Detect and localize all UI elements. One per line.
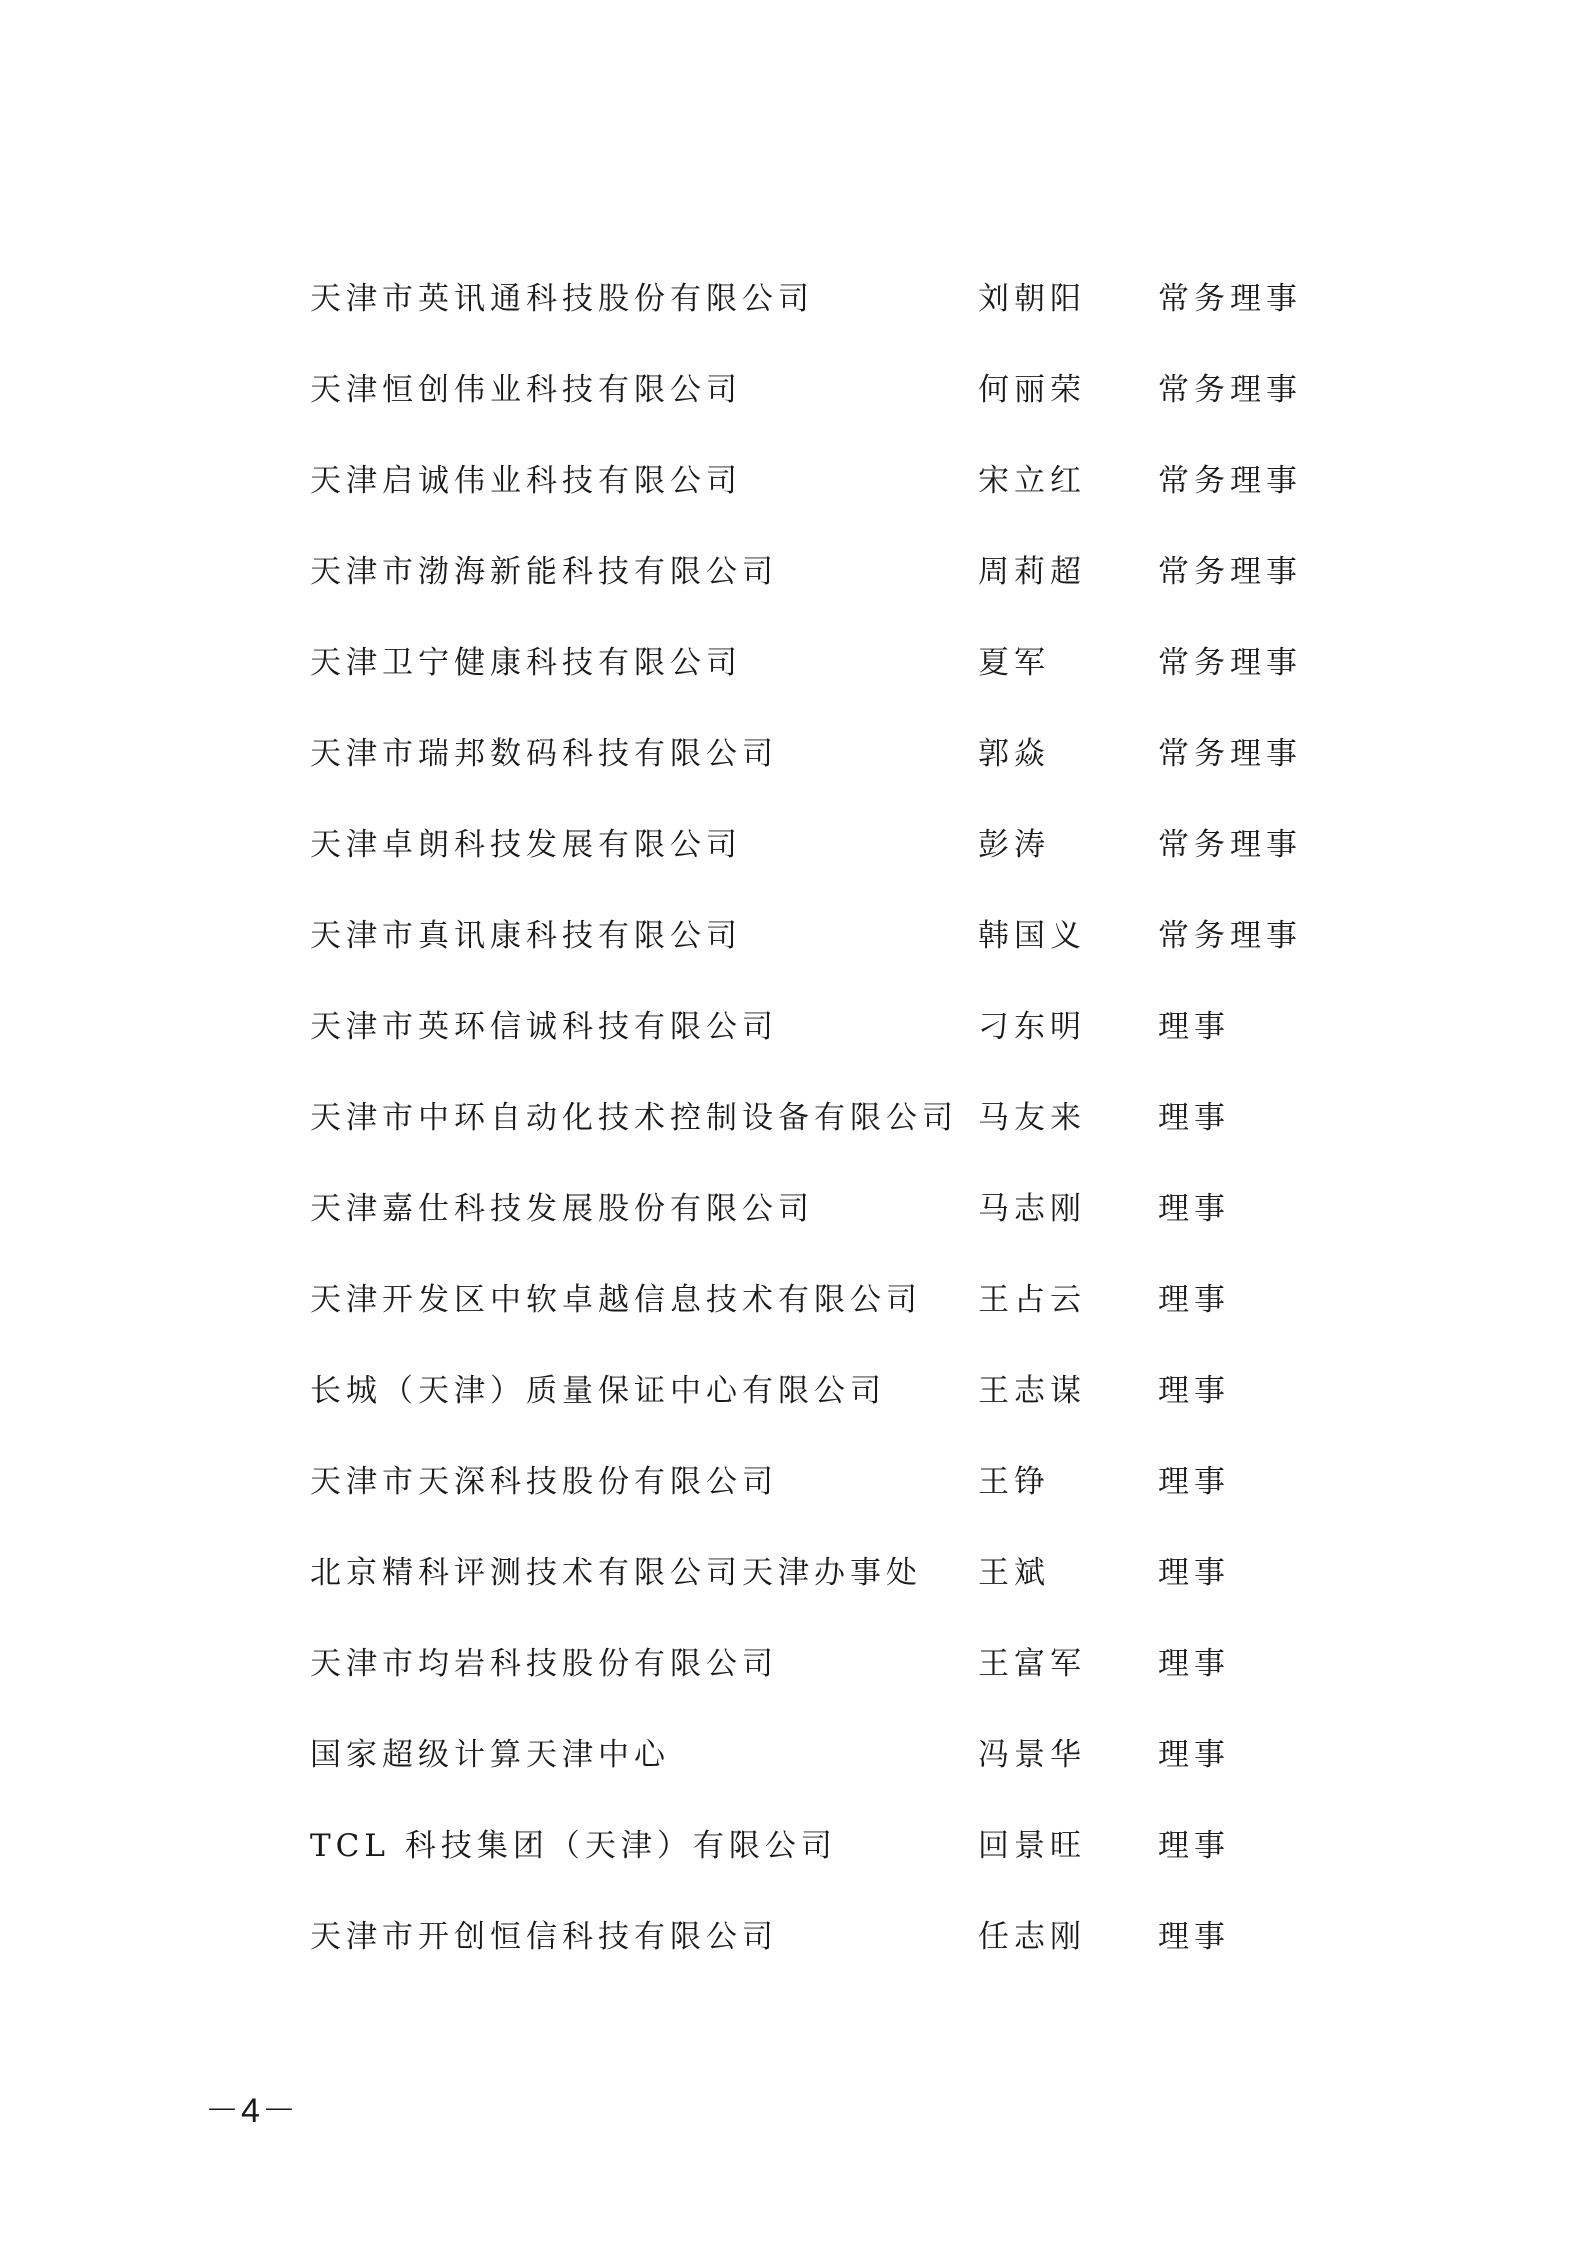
organization-name: 天津市开创恒信科技有限公司	[310, 1919, 778, 1955]
member-role: 理事	[1158, 1373, 1230, 1409]
person-name: 夏军	[978, 645, 1050, 681]
member-role: 常务理事	[1158, 463, 1302, 499]
person-name: 刘朝阳	[978, 281, 1086, 317]
member-role: 常务理事	[1158, 554, 1302, 590]
organization-name: 天津市渤海新能科技有限公司	[310, 554, 778, 590]
person-name: 韩国义	[978, 918, 1086, 954]
person-name: 周莉超	[978, 554, 1086, 590]
member-role: 理事	[1158, 1009, 1230, 1045]
roster-row	[310, 1647, 1310, 1738]
organization-name: 天津市英环信诚科技有限公司	[310, 1009, 778, 1045]
person-name: 王富军	[978, 1646, 1086, 1682]
roster-row	[310, 919, 1310, 1010]
member-role: 理事	[1158, 1555, 1230, 1591]
person-name: 王斌	[978, 1555, 1050, 1591]
roster-row	[310, 646, 1310, 737]
organization-name: 天津市真讯康科技有限公司	[310, 918, 742, 954]
roster-row	[310, 464, 1310, 555]
organization-name: 天津恒创伟业科技有限公司	[310, 372, 742, 408]
member-role: 常务理事	[1158, 827, 1302, 863]
roster-row	[310, 1010, 1310, 1101]
roster-row	[310, 373, 1310, 464]
member-role: 常务理事	[1158, 281, 1302, 317]
organization-name: TCL 科技集团（天津）有限公司	[310, 1828, 837, 1864]
organization-name: 天津市瑞邦数码科技有限公司	[310, 736, 778, 772]
organization-name: 天津启诚伟业科技有限公司	[310, 463, 742, 499]
member-role: 理事	[1158, 1282, 1230, 1318]
roster-row	[310, 737, 1310, 828]
person-name: 王占云	[978, 1282, 1086, 1318]
member-role: 常务理事	[1158, 372, 1302, 408]
member-roster	[310, 282, 1310, 2011]
organization-name: 天津市中环自动化技术控制设备有限公司	[310, 1100, 958, 1136]
person-name: 何丽荣	[978, 372, 1086, 408]
organization-name: 天津卓朗科技发展有限公司	[310, 827, 742, 863]
member-role: 理事	[1158, 1646, 1230, 1682]
member-role: 理事	[1158, 1737, 1230, 1773]
member-role: 常务理事	[1158, 736, 1302, 772]
person-name: 郭焱	[978, 736, 1050, 772]
person-name: 任志刚	[978, 1919, 1086, 1955]
roster-row	[310, 828, 1310, 919]
organization-name: 天津市天深科技股份有限公司	[310, 1464, 778, 1500]
roster-row	[310, 1465, 1310, 1556]
roster-row	[310, 555, 1310, 646]
person-name: 宋立红	[978, 463, 1086, 499]
organization-name: 北京精科评测技术有限公司天津办事处	[310, 1555, 922, 1591]
person-name: 王志谋	[978, 1373, 1086, 1409]
person-name: 冯景华	[978, 1737, 1086, 1773]
person-name: 马友来	[978, 1100, 1086, 1136]
roster-row	[310, 1283, 1310, 1374]
person-name: 彭涛	[978, 827, 1050, 863]
member-role: 常务理事	[1158, 918, 1302, 954]
member-role: 理事	[1158, 1919, 1230, 1955]
roster-row	[310, 1920, 1310, 2011]
organization-name: 天津市英讯通科技股份有限公司	[310, 281, 814, 317]
member-role: 理事	[1158, 1100, 1230, 1136]
member-role: 常务理事	[1158, 645, 1302, 681]
member-role: 理事	[1158, 1191, 1230, 1227]
organization-name: 天津嘉仕科技发展股份有限公司	[310, 1191, 814, 1227]
roster-row	[310, 282, 1310, 373]
roster-row	[310, 1738, 1310, 1829]
person-name: 马志刚	[978, 1191, 1086, 1227]
member-role: 理事	[1158, 1828, 1230, 1864]
roster-row	[310, 1556, 1310, 1647]
organization-name: 天津市均岩科技股份有限公司	[310, 1646, 778, 1682]
organization-name: 国家超级计算天津中心	[310, 1737, 670, 1773]
roster-row	[310, 1192, 1310, 1283]
roster-row	[310, 1374, 1310, 1465]
person-name: 王铮	[978, 1464, 1050, 1500]
person-name: 刁东明	[978, 1009, 1086, 1045]
roster-row	[310, 1829, 1310, 1920]
organization-name: 天津卫宁健康科技有限公司	[310, 645, 742, 681]
organization-name: 长城（天津）质量保证中心有限公司	[310, 1373, 886, 1409]
roster-row	[310, 1101, 1310, 1192]
organization-name: 天津开发区中软卓越信息技术有限公司	[310, 1282, 922, 1318]
person-name: 回景旺	[978, 1828, 1086, 1864]
page-number: －4－	[205, 2092, 298, 2130]
member-role: 理事	[1158, 1464, 1230, 1500]
